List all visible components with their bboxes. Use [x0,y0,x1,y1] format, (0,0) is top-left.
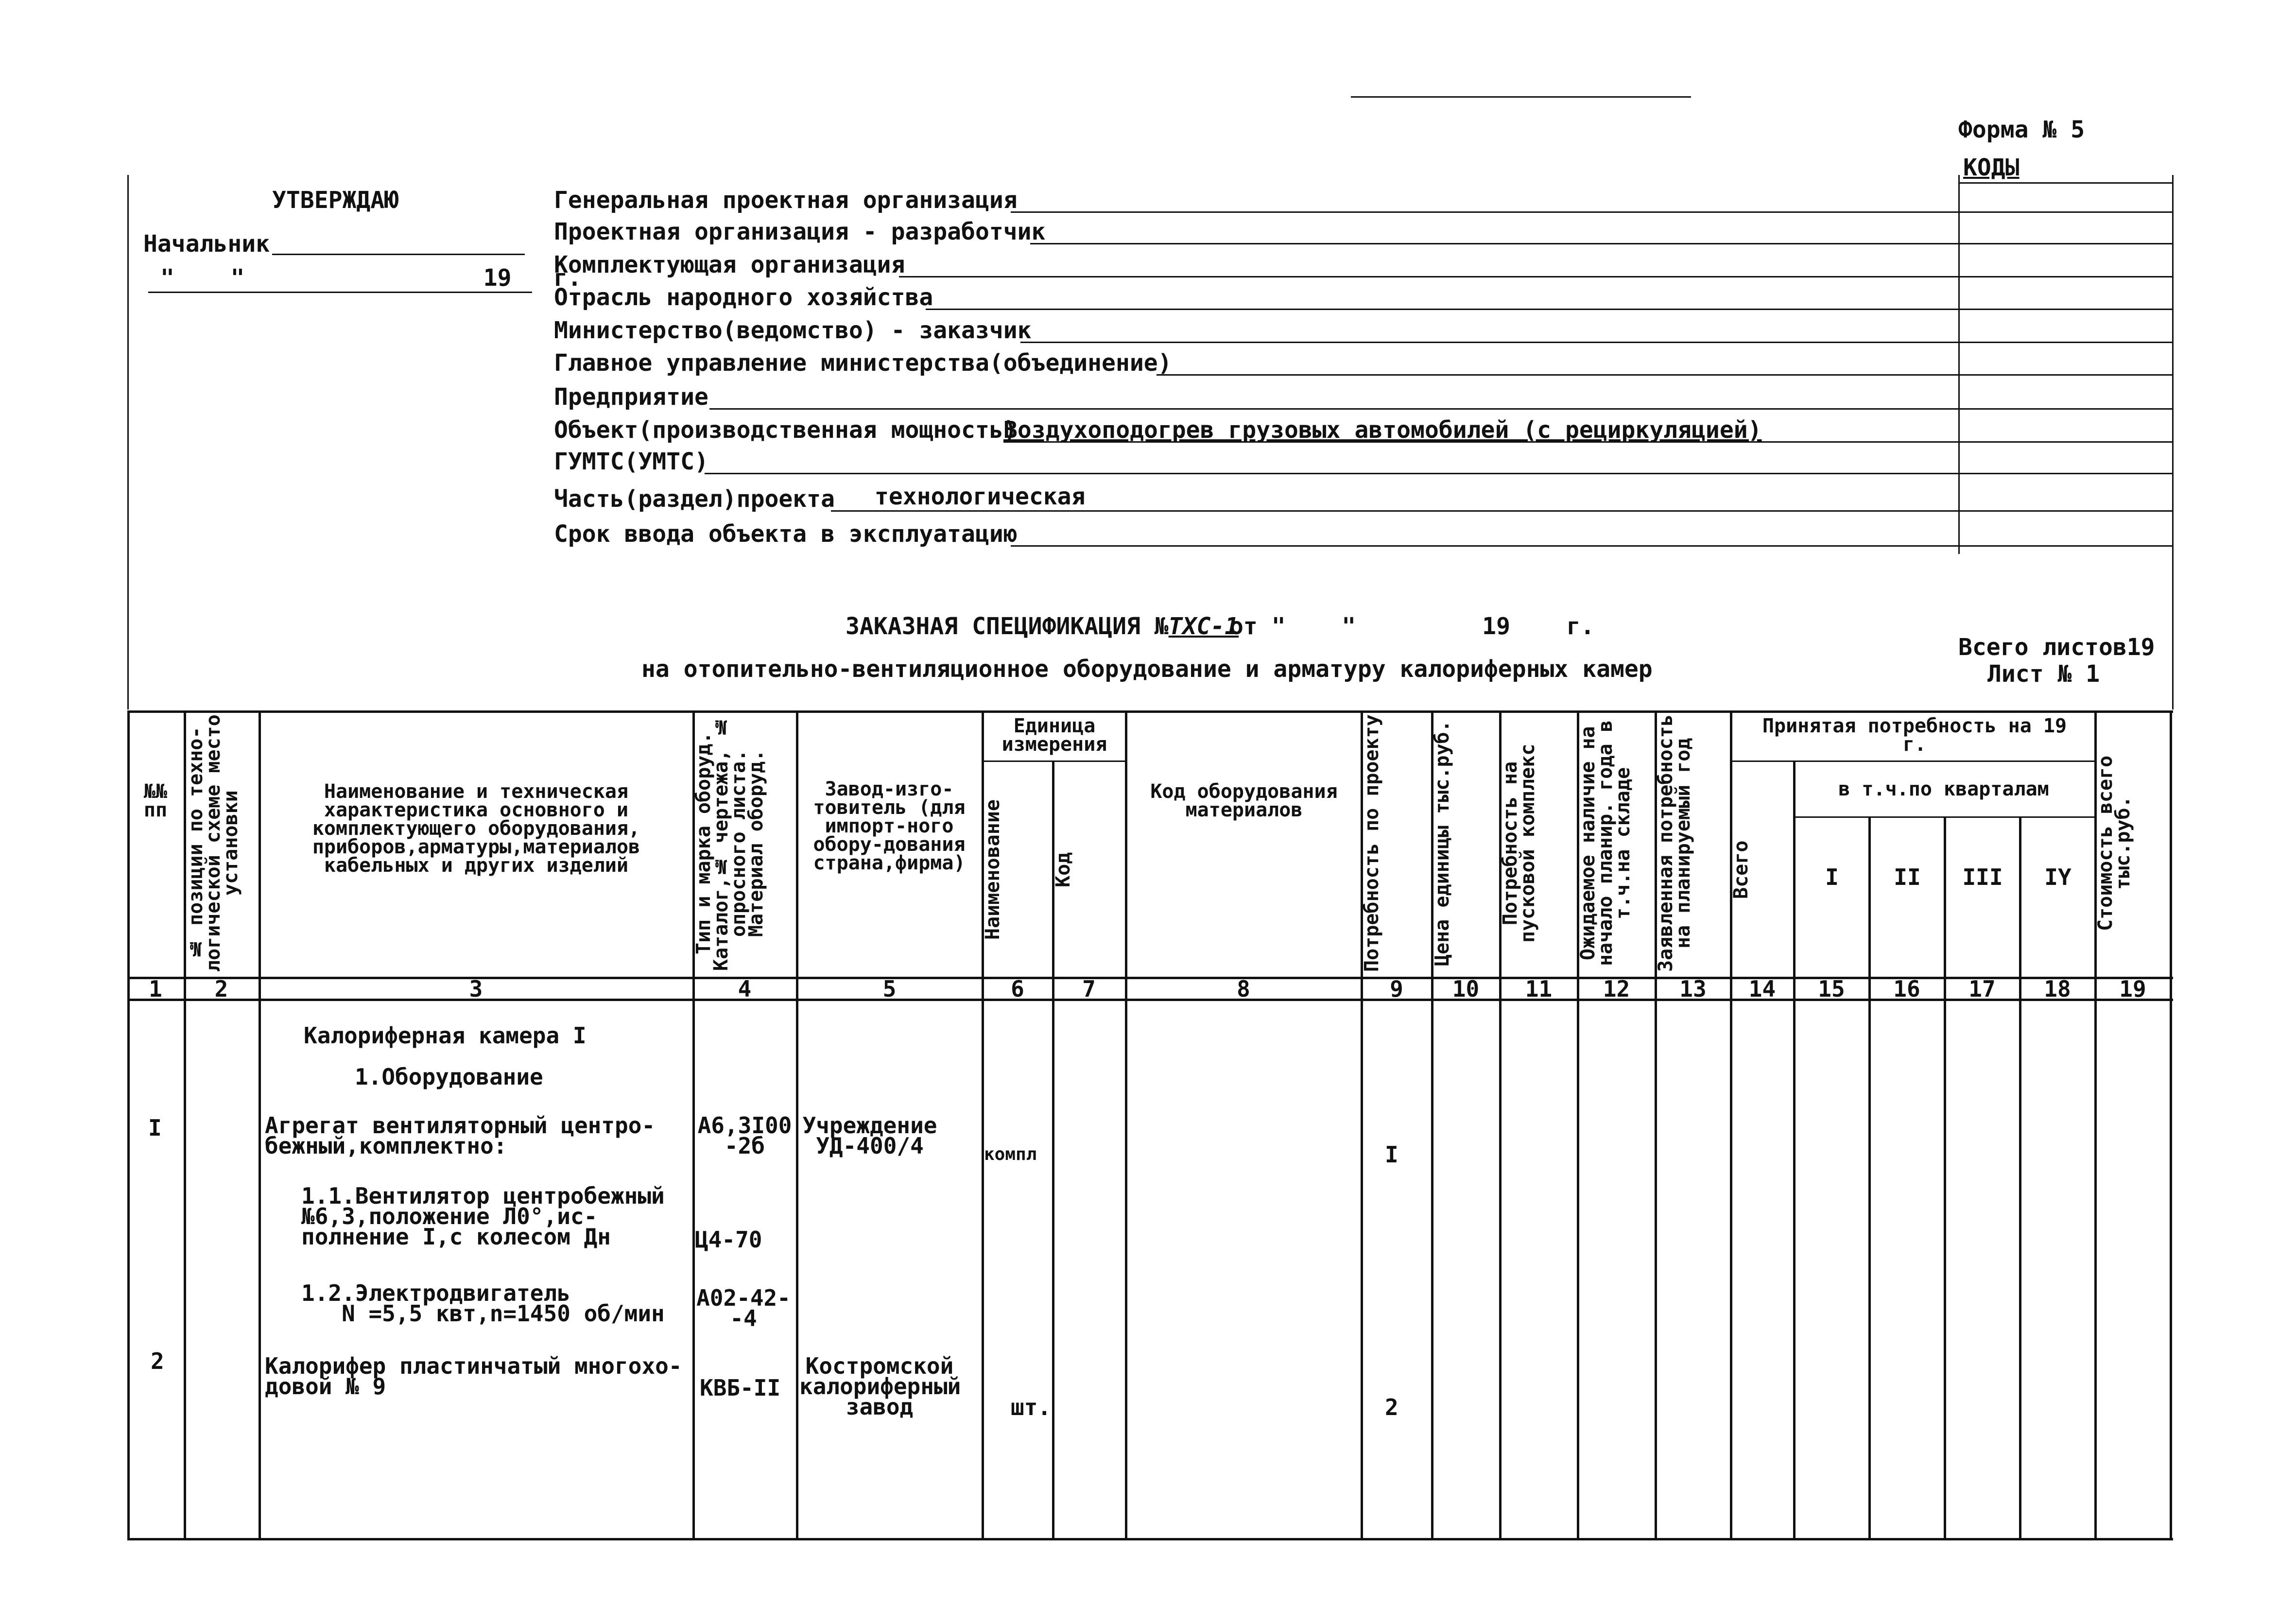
codes-divider [1958,175,1960,554]
section-title: Калориферная камера I [304,1022,587,1049]
col-header-unit: Единица измерения [1001,715,1107,756]
sheet-number: Лист № 1 [1987,660,2100,688]
codes-label: КОДЫ [1963,154,2020,181]
field-line [709,408,2172,410]
field-commissioning: Срок ввода объекта в эксплуатацию [554,520,1018,548]
accepted-subdivider [1730,760,2094,762]
date-line [148,292,532,293]
spec-title-text: ЗАКАЗНАЯ СПЕЦИФИКАЦИЯ № [846,613,1169,640]
col-header-12: Ожидаемое наличие на начало планир. года в т.ч.на складе [1577,720,1634,966]
spec-subtitle: на отопительно-вентиляционное оборудование и арматуру калориферных камер [641,656,1653,683]
col-header-quarters: в т.ч.по кварталам [1838,778,2049,800]
col-header-17: III [1962,864,2003,890]
field-gumts: ГУМТС(УМТС) [554,448,708,475]
spec-date: от " " 19 г. [1229,613,1595,640]
approve-date: " " 19 г. [160,264,582,292]
field-line [705,473,2172,474]
field-line [1030,243,2172,244]
col-header-11: Потребность на пусковой комплекс [1499,743,1539,943]
table-bottom [127,1538,2173,1540]
col-line [1125,710,1127,1539]
field-ministry: Министерство(ведомство) - заказчик [554,317,1032,344]
col-number: 11 [1525,976,1553,1002]
row1-maker: Учреждение УД-400/4 [802,1112,937,1159]
field-part-value: технологическая [875,483,1086,510]
field-completing-org: Комплектующая организация [554,251,905,278]
col-number: 14 [1748,976,1776,1002]
col-number: 7 [1082,976,1096,1002]
col-header-9: Потребность по проекту [1361,714,1383,972]
col-line [2170,710,2172,1539]
field-line [1157,374,2172,376]
field-design-org: Проектная организация - разработчик [554,218,1046,245]
row2-number: 2 [151,1348,164,1374]
row1-number: I [148,1115,162,1141]
col-number: 6 [1011,976,1024,1002]
col-number: 2 [214,976,228,1002]
field-object-label: Объект(производственная мощность) [554,416,1018,444]
col-number: 4 [738,976,752,1002]
col-line [1793,760,1795,1539]
field-line [831,510,2172,512]
col-header-18: IY [2044,864,2072,890]
row1-1-name: 1.1.Вентилятор центробежный №6,3,положение Л0°,ис- полнение I,с колесом Дн [301,1183,665,1250]
sheets-total: Всего листов19 [1958,634,2155,661]
field-object-value: Воздухоподогрев грузовых автомобилей (с рециркуляцией) [1003,416,1762,444]
col-number: 9 [1390,976,1403,1002]
row2-unit: шт. [1011,1394,1052,1420]
field-industry: Отрасль народного хозяйства [554,284,933,311]
spec-title [846,613,1239,639]
col-header-accepted: Принятая потребность на 19 г. [1762,715,2067,756]
spec-number: ТХС-1 [1168,613,1239,640]
codes-top-rule [1958,182,2172,184]
col-number: 18 [2044,976,2071,1002]
row2-type: КВБ-II [700,1375,781,1401]
row1-2-name: 1.2.Электродвигатель N =5,5 квт,n=1450 об/мин [301,1280,665,1327]
col-header-2: № позиции по техно-логической схеме место установки [185,714,242,972]
row2-name: Калорифер пластинчатый многохо- довой № 9 [265,1353,682,1400]
row1-qty: I [1385,1141,1398,1168]
col-header-16: II [1894,864,1921,890]
col-header-15: I [1825,864,1839,890]
col-line [2019,816,2021,1539]
col-header-14: Всего [1730,840,1752,899]
col-number: 5 [882,976,897,1002]
field-line [1003,441,2172,443]
field-part-label: Часть(раздел)проекта [554,485,835,513]
col-number: 19 [2119,976,2146,1002]
col-line [127,710,130,1539]
field-main-directorate: Главное управление министерства(объединение) [554,349,1172,377]
col-header-7: Код [1052,852,1074,888]
top-rule [1351,96,1691,98]
col-header-3: Наименование и техническая характеристика основного и комплектующего оборудования, приборов,арматуры,материалов кабельных и других изделий [312,780,640,877]
col-header-1: №№ пп [143,780,168,821]
chief-line [272,254,525,255]
col-header-5: Завод-изго-товитель (для импорт-ного обору-дования страна,фирма) [813,778,966,874]
col-line [1944,816,1946,1539]
col-number: 1 [149,976,162,1002]
field-line [899,276,2172,277]
col-line [259,710,261,1539]
field-line [926,309,2172,310]
col-header-10: Цена единицы тыс.руб. [1431,720,1453,966]
field-general-org: Генеральная проектная организация [554,187,1018,214]
col-number: 15 [1818,976,1845,1002]
row1-1-type: Ц4-70 [695,1227,762,1253]
field-line [1020,342,2172,343]
row1-name: Агрегат вентиляторный центро- бежный,комплектно: [265,1112,656,1159]
frame-right [2172,175,2174,709]
subsection-title: 1.Оборудование [355,1064,543,1090]
col-line [1868,816,1871,1539]
col-header-4: Тип и марка оборуд. Каталог,№ чертежа, № опросного листа. Материал оборуд. [692,715,767,971]
col-header-8: Код оборудования материалов [1150,780,1338,821]
col-header-13: Заявленная потребность на планируемый год [1655,714,1694,972]
col-number: 12 [1603,976,1630,1002]
col-number: 16 [1893,976,1920,1002]
col-number: 17 [1968,976,1996,1002]
row1-2-type: А02-42- -4 [696,1285,791,1331]
field-line [1011,211,2172,213]
row1-type: А6,3I00 -2б [697,1112,792,1159]
col-number: 13 [1679,976,1707,1002]
col-number: 3 [469,976,483,1002]
col-number: 8 [1237,976,1250,1002]
col-number: 10 [1452,976,1480,1002]
col-header-6: Наименование [982,799,1004,940]
table-top [127,710,2173,713]
approve-title: УТВЕРЖДАЮ [272,187,399,214]
row2-qty: 2 [1385,1394,1398,1420]
approve-chief: Начальник [143,230,270,258]
col-header-19: Стоимость всего тыс.руб. [2094,755,2134,931]
col-line [796,710,798,1539]
form-label: Форма № 5 [1958,116,2085,143]
row2-maker: Костромской калориферный завод [799,1353,961,1420]
row1-unit: компл [984,1144,1037,1164]
field-enterprise: Предприятие [554,383,708,411]
field-line [1011,545,2172,547]
frame-left [127,175,129,709]
